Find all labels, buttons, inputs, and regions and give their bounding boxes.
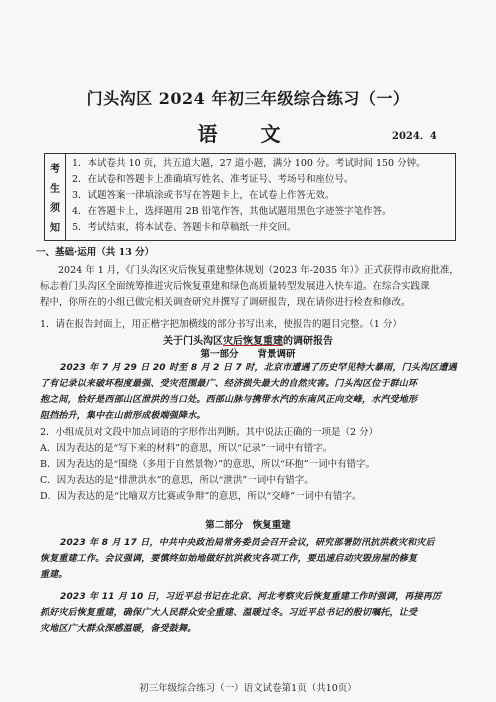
report-title-suffix: 的调研报告 [283,336,333,347]
part-1-heading: 第一部分 背景调研 [200,349,296,360]
notice-item: 5．考试结束，将本试卷、答题卡和草稿纸一并交回。 [72,222,297,233]
part-2-line: 重建。 [40,570,68,580]
report-title [0,332,496,347]
option-c: C．因为表达的是“排泄洪水”的意思，所以“泄洪”一词中有错字。 [40,475,314,486]
part-1-line: 抱之间，恰好是西部山区泄洪的当口处。西部山脉与携带水汽的东南风正向交峰，水汽受地形 [40,395,418,405]
option-a: A．因为表达的是“写下来的材料”的意思，所以“记录”一词中有错字。 [40,443,333,454]
intro-line: 标志着门头沟区全面统筹推进灾后恢复重建和绿色高质量转型发展进入快车道。在综合实践课 [40,281,430,292]
part-1-line: 2023 年 7 月 29 日 20 时至 8 月 2 日 7 时，北京市遭遇了历史罕见特大暴雨，门头沟区遭遇 [60,363,457,373]
report-title-underlined: 灾后恢复重建 [223,336,283,347]
exam-title: 门头沟区 2024 年初三年级综合练习（一） [86,89,410,108]
part-2-line: 2023 年 8 月 17 日，中共中央政治局常务委员会召开会议，研究部署防汛抗洪救灾和灾后 [60,538,435,548]
intro-line: 2024 年 1 月，《门头沟区灾后恢复重建整体规划（2023 年-2035 年）》正式获得市政府批准， [58,265,459,276]
notice-heading-char: 生 [50,183,60,195]
part-2-line: 抓好灾后恢复重建，确保广大人民群众安全重建、温暖过冬。习近平总书记的殷切嘱托，让受 [40,608,418,618]
notice-item: 3．试题答案一律填涂或书写在答题卡上，在试卷上作答无效。 [72,190,335,201]
option-d: D．因为表达的是“比喻双方比赛或争辩”的意思，所以“交峰”一词中有错字。 [40,491,362,502]
part-1-line: 了有记录以来破坏程度最强、受灾范围最广、经济损失最大的自然灾害。门头沟区位于群山环 [40,379,418,389]
candidate-notice-box [44,153,456,241]
notice-heading-char: 知 [50,222,60,234]
notice-heading [45,154,66,240]
intro-line: 程中，你所在的小组已做完相关调查研究并撰写了调研报告，现在请你进行检查和修改。 [40,297,411,308]
exam-date: 2024．4 [392,131,437,142]
part-1-line: 阻挡抬升，集中在山前形成极端强降水。 [40,411,206,421]
part-2-line: 灾地区广大群众深感温暖，备受鼓舞。 [40,624,197,634]
subject-title: 语 文 [197,122,299,146]
notice-heading-char: 考 [50,164,60,176]
notice-item: 2．在试卷和答题卡上准确填写姓名、准考证号、考场号和座位号。 [72,174,354,185]
notice-item: 4．在答题卡上，选择题用 2B 铅笔作答，其他试题用黑色字迹签字笔作答。 [72,206,392,217]
part-2-heading: 第二部分 恢复重建 [205,520,291,531]
page-footer: 初三年级综合练习（一）语文试卷第1页（共10页） [139,683,357,694]
notice-heading-char: 须 [50,203,60,215]
question-1: 1．请在报告封面上，用正楷字把加横线的部分书写出来，使报告的题目完整。（1 分） [40,319,402,330]
section-heading: 一、基础·运用（共 13 分） [36,247,155,258]
notice-items [66,154,455,240]
report-title-prefix: 关于门头沟区 [163,336,223,347]
notice-item: 1．本试卷共 10 页，共五道大题，27 道小题，满分 100 分。考试时间 150 分钟。 [72,158,426,169]
part-2-line: 2023 年 11 月 10 日，习近平总书记在北京、河北考察灾后恢复重建工作时强调，再接再厉 [60,592,442,602]
option-b: B．因为表达的是“围绕（多用于自然景物）”的意思，所以“环抱”一词中有错字。 [40,459,376,470]
question-2: 2．小组成员对文段中加点词语的字形作出判断。其中说法正确的一项是（2 分） [40,427,379,438]
part-2-line: 恢复重建工作。会议强调，要慎终如始地做好抗洪救灾各项工作，要迅速启动灾毁房屋的修复 [40,554,418,564]
